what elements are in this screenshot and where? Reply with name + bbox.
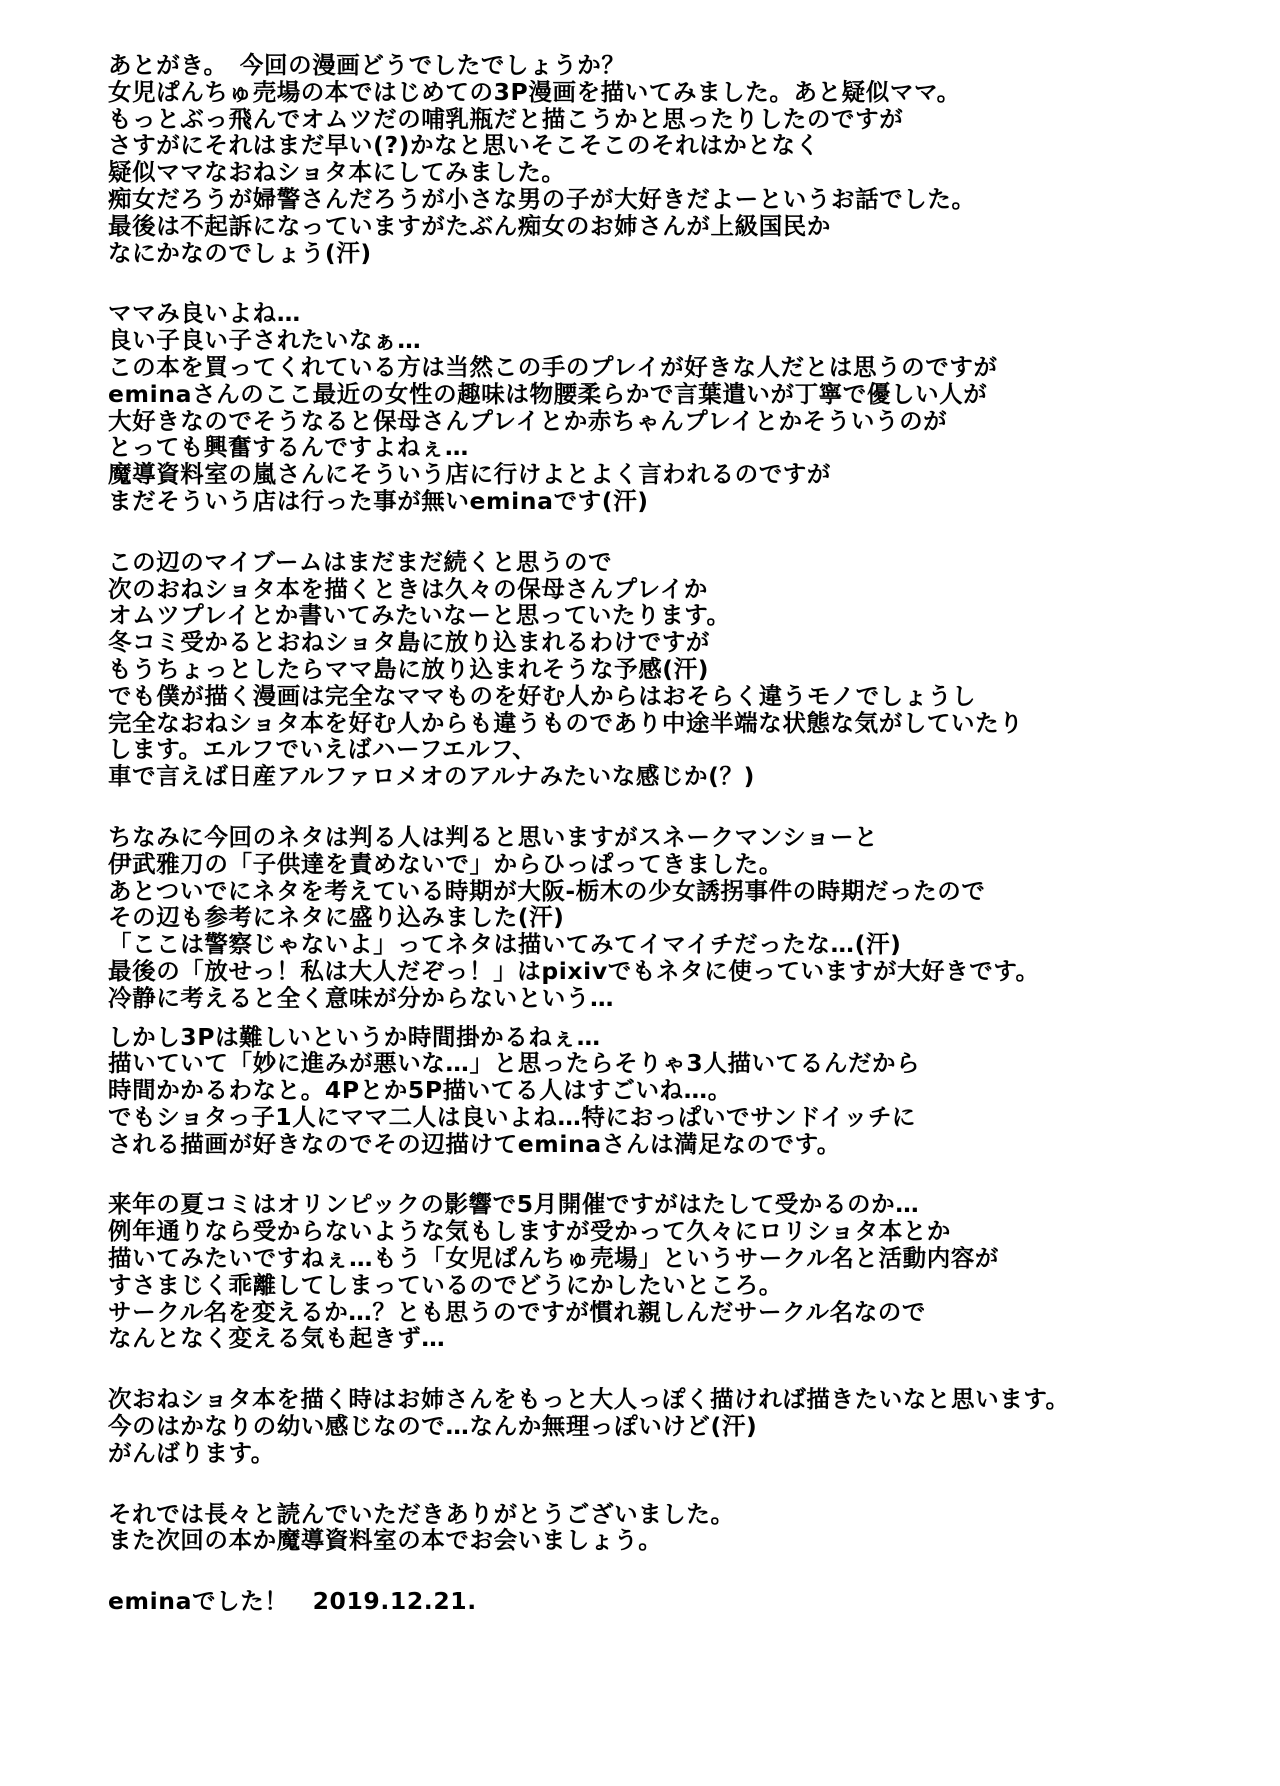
text-line: 完全なおねショタ本を好む人からも違うものであり中途半端な状態な気がしていたり: [108, 708, 1024, 737]
text-line: 例年通りなら受からないような気もしますが受かって久々にロリショタ本とか: [108, 1217, 952, 1246]
text-line: もっとぶっ飛んでオムツだの哺乳瓶だと描こうかと思ったりしたのですが: [108, 104, 904, 133]
text-line: 来年の夏コミはオリンピックの影響で5月開催ですがはたして受かるのか…: [108, 1190, 920, 1219]
paragraph-mama: [108, 300, 1240, 514]
text-line: それでは長々と読んでいただきありがとうございました。: [108, 1499, 735, 1528]
text-line: また次回の本か魔導資料室の本でお会いましょう。: [108, 1526, 663, 1555]
text-line: サークル名を変えるか…？とも思うのですが慣れ親しんだサークル名なので: [108, 1297, 926, 1326]
text-line: される描画が好きなのでその辺描けてeminaさんは満足なのです。: [108, 1129, 841, 1158]
text-line: しかし3Pは難しいというか時間掛かるねぇ…: [108, 1022, 601, 1051]
paragraph-intro: [108, 52, 1240, 266]
paragraph-next-book: [108, 1386, 1240, 1466]
text-line: すさまじく乖離してしまっているのでどうにかしたいところ。: [108, 1270, 783, 1299]
text-line: がんばります。: [108, 1438, 275, 1467]
signature-line: eminaでした！ 2019.12.21.: [108, 1587, 477, 1616]
text-line: 次のおねショタ本を描くときは久々の保母さんプレイか: [108, 574, 708, 603]
text-line: 描いていて「妙に進みが悪いな…」と思ったらそりゃ3人描いてるんだから: [108, 1049, 921, 1078]
text-line: ママみ良いよね…: [108, 299, 301, 328]
text-line: オムツプレイとか書いてみたいなーと思っていたります。: [108, 601, 731, 630]
text-line: あとついでにネタを考えている時期が大阪-栃木の少女誘拐事件の時期だったので: [108, 876, 986, 905]
text-line: します。エルフでいえばハーフエルフ、: [108, 735, 537, 764]
text-line: 良い子良い子されたいなぁ…: [108, 326, 422, 355]
text-line: もうちょっとしたらママ島に放り込まれそうな予感(汗): [108, 654, 710, 683]
text-line: 今のはかなりの幼い感じなので…なんか無理っぽいけど(汗): [108, 1412, 758, 1441]
text-line: 車で言えば日産アルファロメオのアルナみたいな感じか(？): [108, 762, 755, 791]
text-line: 痴女だろうが婦警さんだろうが小さな男の子が大好きだよーというお話でした。: [108, 184, 976, 213]
text-line: 魔導資料室の嵐さんにそういう店に行けよとよく言われるのですが: [108, 460, 831, 489]
text-line: とっても興奮するんですよねぇ…: [108, 433, 470, 462]
text-line: eminaさんのここ最近の女性の趣味は物腰柔らかで言葉遣いが丁寧で優しい人が: [108, 379, 988, 408]
paragraph-3p: [108, 1024, 1240, 1158]
text-line: その辺も参考にネタに盛り込みました(汗): [108, 903, 565, 932]
text-line: あとがき。 今回の漫画どうでしたでしょうか？: [108, 51, 626, 79]
paragraph-neta: [108, 824, 1240, 1012]
text-line: なにかなのでしょう(汗): [108, 238, 372, 267]
paragraph-natsucomi: [108, 1191, 1240, 1352]
text-line: 「ここは警察じゃないよ」ってネタは描いてみてイマイチだったな…(汗): [108, 930, 902, 959]
text-line: 時間かかるわなと。4Pとか5P描いてる人はすごいね…。: [108, 1076, 732, 1105]
text-line: でも僕が描く漫画は完全なママものを好む人からはおそらく違うモノでしょうし: [108, 681, 977, 710]
text-line: さすがにそれはまだ早い(?)かなと思いそこそこのそれはかとなく: [108, 131, 820, 160]
text-line: 冬コミ受かるとおねショタ島に放り込まれるわけですが: [108, 628, 711, 657]
paragraph-closing: [108, 1501, 1240, 1555]
text-line: 次おねショタ本を描く時はお姉さんをもっと大人っぽく描ければ描きたいなと思います。: [108, 1385, 1070, 1414]
text-line: 最後の「放せっ！私は大人だぞっ！」はpixivでもネタに使っていますが大好きです。: [108, 956, 1040, 985]
text-line: なんとなく変える気も起きず…: [108, 1324, 446, 1353]
text-line: 大好きなのでそうなると保母さんプレイとか赤ちゃんプレイとかそういうのが: [108, 406, 948, 435]
text-line: この辺のマイブームはまだまだ続くと思うので: [108, 547, 613, 576]
text-line: 最後は不起訴になっていますがたぶん痴女のお姉さんが上級国民か: [108, 211, 831, 240]
signature-block: [108, 1588, 1240, 1615]
text-line: まだそういう店は行った事が無いeminaです(汗): [108, 486, 649, 515]
text-line: 描いてみたいですねぇ…もう「女児ぱんちゅ売場」というサークル名と活動内容が: [108, 1244, 999, 1273]
text-line: 疑似ママなおねショタ本にしてみました。: [108, 158, 566, 187]
text-line: 冷静に考えると全く意味が分からないという…: [108, 983, 615, 1012]
text-line: でもショタっ子1人にママ二人は良いよね…特におっぱいでサンドイッチに: [108, 1102, 917, 1131]
text-line: この本を買ってくれている方は当然この手のプレイが好きな人だとは思うのですが: [108, 352, 998, 381]
text-line: 伊武雅刀の「子供達を責めないで」からひっぱってきました。: [108, 849, 783, 878]
paragraph-mybroom: [108, 549, 1240, 790]
text-line: ちなみに今回のネタは判る人は判ると思いますがスネークマンショーと: [108, 822, 879, 851]
text-line: 女児ぱんちゅ売場の本ではじめての3P漫画を描いてみました。あと疑似ママ。: [108, 77, 961, 106]
